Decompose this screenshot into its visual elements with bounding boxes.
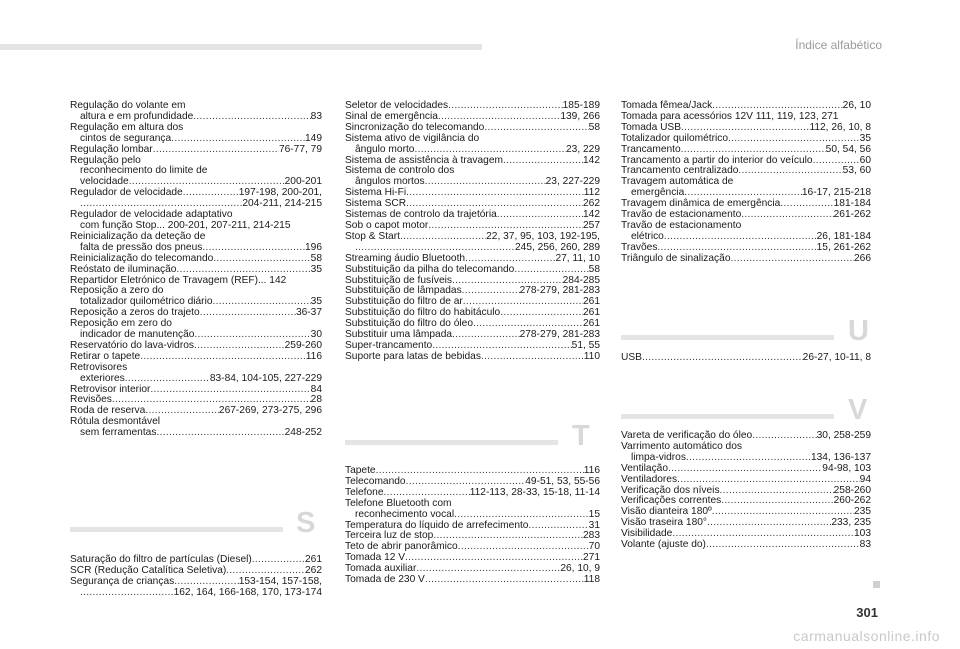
dot-leader	[503, 156, 583, 167]
entry-term: Visibilidade	[621, 528, 673, 540]
dot-leader	[416, 564, 560, 575]
entry-term: Tomada fêmea/Jack	[621, 100, 713, 111]
entry-pages: 257	[583, 219, 600, 231]
dot-leader	[484, 123, 588, 134]
section-rule	[70, 527, 283, 532]
watermark: carmanualsonline.info	[793, 628, 940, 644]
entry-term: Varrimento automático dos	[621, 440, 742, 452]
entry-term: Reservatório do lava-vidros	[70, 339, 195, 351]
entry-pages: 162, 164, 166-168, 170, 173-174	[173, 586, 322, 598]
index-list-s-cont	[345, 101, 600, 363]
index-column-3	[621, 101, 871, 265]
entry-term: Sistemas de controlo da trajetória	[345, 209, 497, 221]
entry-term: Super-trancamento	[345, 339, 433, 351]
entry-pages: 261	[583, 307, 600, 319]
header-rule	[0, 44, 482, 50]
section-letter: V	[848, 394, 868, 426]
entry-term: Travagem dinâmica de emergência	[621, 198, 781, 210]
entry-pages: 70	[588, 541, 600, 553]
index-entry	[345, 510, 600, 521]
entry-term: Saturação do filtro de partículas (Diesel)	[70, 554, 252, 565]
entry-term: Tomada USB	[621, 121, 682, 133]
entry-pages: 261	[583, 318, 600, 330]
entry-pages: 35	[310, 263, 322, 275]
entry-term: velocidade	[80, 176, 129, 188]
index-entry	[70, 374, 322, 385]
entry-term: falta de pressão dos pneus	[80, 241, 203, 253]
dot-leader	[202, 243, 305, 254]
entry-pages: 112	[583, 187, 600, 199]
dot-leader	[125, 374, 210, 385]
entry-term: Telecomando	[345, 475, 406, 487]
entry-pages: 51, 55	[571, 339, 600, 351]
index-list-v	[621, 431, 871, 551]
entry-pages: 84	[310, 383, 322, 395]
dot-leader	[425, 575, 584, 586]
section-header-u	[621, 313, 871, 355]
entry-term: Suporte para latas de bebidas	[345, 350, 481, 362]
entry-pages: 261	[305, 554, 322, 565]
section-header-v	[621, 392, 871, 434]
entry-term: Regulação em altura dos	[70, 121, 184, 133]
section-letter: T	[572, 420, 590, 452]
entry-pages: 30, 258-259	[816, 430, 871, 441]
dot-leader	[252, 555, 305, 566]
entry-term: com função Stop... 200-201, 207-211, 214-215	[80, 219, 291, 231]
entry-term: elétrico	[631, 230, 664, 242]
entry-pages: 259-260	[284, 339, 322, 351]
entry-term: Regulador de velocidade	[70, 187, 183, 199]
entry-term: Trancamento	[621, 143, 681, 155]
entry-term: Travões	[621, 241, 658, 253]
entry-term: Telefone	[345, 486, 384, 498]
dot-leader	[677, 475, 860, 486]
entry-pages: 53, 60	[842, 165, 871, 177]
dot-leader	[465, 254, 555, 265]
dot-leader	[156, 428, 284, 439]
entry-term: Repartidor Eletrónico de Travagem (REF)... 142	[70, 274, 287, 286]
dot-leader	[452, 330, 520, 341]
entry-term: Tomada de 230 V	[345, 574, 425, 586]
entry-pages: 261-262	[833, 209, 871, 221]
entry-pages: 181-184	[833, 198, 871, 210]
entry-pages: 35	[310, 296, 322, 308]
index-entry	[621, 145, 871, 156]
entry-term: Revisões	[70, 394, 112, 406]
entry-term: Substituição do filtro do habitáculo	[345, 307, 501, 319]
entry-pages: 258-260	[833, 484, 871, 496]
entry-pages: 235	[854, 506, 871, 518]
dot-leader	[406, 188, 584, 199]
dot-leader	[514, 265, 588, 276]
index-entry	[70, 588, 322, 599]
entry-pages: 16-17, 215-218	[801, 187, 871, 199]
entry-term: Regulação pelo	[70, 154, 141, 166]
entry-term: Sob o capot motor	[345, 219, 429, 231]
corner-marker	[873, 581, 880, 588]
entry-term: Trancamento a partir do interior do veículo	[621, 154, 813, 166]
entry-term: Verificações correntes	[621, 495, 722, 507]
entry-term: Triângulo de sinalização	[621, 252, 731, 264]
dot-leader	[706, 540, 860, 551]
dot-leader	[497, 210, 583, 221]
entry-pages: 149	[305, 132, 322, 144]
entry-pages: 196	[305, 241, 322, 253]
entry-pages: 36-37	[295, 307, 322, 319]
dot-leader	[707, 518, 831, 529]
dot-leader	[213, 254, 310, 265]
entry-pages: 283	[583, 530, 600, 542]
entry-term: Temperatura do líquido de arrefecimento	[345, 519, 529, 531]
index-entry	[70, 254, 322, 265]
entry-term: Totalizador quilométrico	[621, 132, 729, 144]
section-rule	[621, 335, 834, 340]
dot-leader	[728, 134, 860, 145]
entry-term: Retirar o tapete	[70, 350, 141, 362]
entry-pages: 27, 11, 10	[555, 252, 600, 264]
index-entry	[345, 352, 600, 363]
entry-term: Travagem automática de	[621, 176, 734, 188]
dot-leader	[528, 521, 588, 532]
entry-term: Reóstato de iluminação	[70, 263, 177, 275]
entry-pages: 134, 136-137	[810, 451, 871, 463]
entry-pages: 26-27, 10-11, 8	[802, 352, 871, 363]
entry-pages: 197-198, 200-201,	[238, 187, 322, 199]
entry-term: Trancamento centralizado	[621, 165, 739, 177]
entry-term: Substituição do filtro do óleo	[345, 318, 473, 330]
entry-term: Regulação do volante em	[70, 100, 186, 111]
entry-pages: 116	[583, 465, 600, 476]
entry-pages: 248-252	[284, 427, 322, 439]
dot-leader	[458, 542, 589, 553]
entry-pages: 118	[583, 574, 600, 586]
dot-leader	[462, 286, 520, 297]
entry-pages: 22, 37, 95, 103, 192-195,	[486, 230, 600, 242]
entry-term: cintos de segurança	[80, 132, 172, 144]
dot-leader	[752, 431, 816, 442]
entry-term: Substituição de lâmpadas	[345, 285, 462, 297]
index-list-u	[621, 353, 871, 364]
entry-pages: 284-285	[562, 274, 600, 286]
entry-term: Verificação dos níveis	[621, 484, 720, 496]
entry-pages: 267-269, 273-275, 296	[218, 405, 322, 417]
entry-term: indicador de manutenção	[80, 329, 195, 341]
entry-pages: 116	[305, 350, 322, 362]
index-entry	[345, 145, 600, 156]
entry-term: Tomada auxiliar	[345, 563, 417, 575]
section-rule	[621, 414, 834, 419]
index-list-r	[70, 101, 322, 439]
entry-term: sem ferramentas	[80, 427, 157, 439]
entry-term: Visão dianteira 180º	[621, 506, 712, 518]
entry-term: Sistema ativo de vigilância do	[345, 132, 480, 144]
index-entry	[621, 475, 871, 486]
section-letter: S	[296, 507, 316, 539]
entry-pages: 60	[859, 154, 871, 166]
dot-leader	[414, 145, 566, 156]
entry-term: Substituir uma lâmpada	[345, 329, 453, 341]
entry-term: Retrovisor interior	[70, 383, 151, 395]
entry-term: Vareta de verificação do óleo	[621, 430, 753, 441]
entry-pages: 83	[310, 110, 322, 122]
entry-term: Reposição a zeros do trajeto	[70, 307, 200, 319]
entry-term: Roda de reserva	[70, 405, 146, 417]
entry-term: Sistema de controlo dos	[345, 165, 455, 177]
index-entry	[70, 134, 322, 145]
entry-term: emergência	[631, 187, 685, 199]
entry-pages: 58	[588, 263, 600, 275]
index-list-t	[345, 466, 600, 586]
entry-pages: 278-279, 281-283	[519, 329, 600, 341]
entry-pages: 278-279, 281-283	[519, 285, 600, 297]
entry-term: SCR (Redução Catalítica Seletiva)	[70, 564, 227, 576]
dot-leader	[171, 134, 305, 145]
entry-term: exteriores	[80, 372, 125, 384]
entry-pages: 23, 229	[566, 143, 600, 155]
entry-pages: 233, 235	[831, 517, 871, 529]
dot-leader	[721, 496, 833, 507]
entry-term: Sincronização do telecomando	[345, 121, 485, 133]
index-column-1	[70, 101, 322, 439]
entry-term: Tomada 12 V	[345, 552, 406, 564]
page-title: Índice alfabético	[795, 38, 882, 52]
entry-term: Regulador de velocidade adaptativo	[70, 209, 233, 221]
entry-term: Travão de estacionamento	[621, 209, 742, 221]
dot-leader	[400, 232, 486, 243]
entry-pages: 112, 26, 10, 8	[809, 121, 871, 133]
entry-pages: 58	[310, 252, 322, 264]
index-entry	[345, 265, 600, 276]
entry-term: limpa-vidros	[631, 451, 686, 463]
entry-term: Ventilação	[621, 462, 669, 474]
entry-pages: 50, 54, 56	[825, 143, 871, 155]
index-entry	[621, 134, 871, 145]
entry-term: Sistema Hi-Fi	[345, 187, 407, 199]
entry-pages: 139, 266	[560, 110, 600, 122]
entry-pages: 26, 10, 9	[560, 563, 600, 575]
dot-leader	[194, 341, 285, 352]
entry-pages: 266	[854, 252, 871, 264]
index-entry	[345, 575, 600, 586]
entry-term: Substituição do filtro de ar	[345, 296, 463, 308]
entry-term: reconhecimento vocal	[355, 508, 455, 520]
entry-term: Travão de estacionamento	[621, 219, 742, 231]
dot-leader	[153, 145, 279, 156]
index-entry	[345, 499, 600, 510]
entry-pages: 83-84, 104-105, 227-229	[209, 372, 322, 384]
index-entry	[345, 254, 600, 265]
entry-term: Seletor de velocidades	[345, 100, 449, 111]
dot-leader	[780, 199, 833, 210]
entry-term: Reposição a zero do	[70, 285, 164, 297]
entry-pages: 262	[305, 564, 322, 576]
entry-pages: 94-98, 103	[822, 462, 871, 474]
entry-term: Retrovisores	[70, 361, 128, 373]
dot-leader	[80, 588, 174, 599]
index-column-2	[345, 101, 600, 363]
index-entry	[621, 464, 871, 475]
entry-pages: 185-189	[562, 100, 600, 111]
index-entry	[621, 254, 871, 265]
entry-term: Sinal de emergência	[345, 110, 438, 122]
entry-term: Reinicialização do telecomando	[70, 252, 214, 264]
entry-term: Teto de abrir panorâmico	[345, 541, 458, 553]
entry-term: Sistema de assistência à travagem	[345, 154, 503, 166]
entry-term: Segurança de crianças	[70, 575, 175, 587]
index-list-s	[70, 555, 322, 599]
entry-term: Tapete	[345, 465, 376, 476]
entry-pages: 30	[310, 329, 322, 341]
entry-pages: 76-77, 79	[278, 143, 322, 155]
entry-term: Reposição em zero do	[70, 318, 172, 330]
entry-pages: 103	[854, 528, 871, 540]
entry-term: Substituição de fusíveis	[345, 274, 453, 286]
entry-term: Sistema SCR	[345, 198, 407, 210]
index-entry	[70, 428, 322, 439]
dot-leader	[150, 385, 310, 396]
dot-leader	[668, 464, 822, 475]
entry-pages: 83	[859, 539, 871, 551]
entry-pages: 245, 256, 260, 289	[515, 241, 600, 253]
index-entry	[621, 540, 871, 551]
entry-term: Stop & Start	[345, 230, 400, 242]
entry-term: totalizador quilométrico diário	[80, 296, 213, 308]
entry-pages: 142	[583, 154, 600, 166]
entry-pages: 261	[583, 296, 600, 308]
dot-leader	[681, 145, 826, 156]
entry-term: Tomada para acessórios 12V 111, 119, 123, 271	[621, 110, 839, 122]
entry-pages: 15	[588, 508, 600, 520]
entry-term: altura e em profundidade	[80, 110, 194, 122]
section-letter: U	[848, 315, 869, 347]
entry-term: Volante (ajuste do)	[621, 539, 706, 551]
entry-pages: 153-154, 157-158,	[238, 575, 322, 587]
entry-pages: 31	[588, 519, 600, 531]
entry-term: Regulação lombar	[70, 143, 153, 155]
entry-pages: 142	[583, 209, 600, 221]
entry-pages: 28	[310, 394, 322, 406]
entry-pages: 204-211, 214-215	[242, 198, 322, 210]
dot-leader	[481, 352, 584, 363]
entry-pages: 26, 10	[842, 100, 871, 111]
entry-pages: 23, 227-229	[545, 176, 600, 188]
section-rule	[345, 440, 558, 445]
entry-term: ângulos mortos	[355, 176, 425, 188]
page-number: 301	[856, 605, 878, 620]
dot-leader	[454, 510, 589, 521]
entry-term: Rótula desmontável	[70, 416, 161, 428]
dot-leader	[720, 486, 834, 497]
dot-leader	[686, 453, 811, 464]
dot-leader	[731, 254, 855, 265]
dot-leader	[448, 101, 563, 112]
entry-term: Visão traseira 180°	[621, 517, 708, 529]
entry-pages: 200-201	[284, 176, 322, 188]
index-entry	[345, 134, 600, 145]
entry-pages: 260-262	[833, 495, 871, 507]
entry-pages: 94	[859, 473, 871, 485]
dot-leader	[193, 112, 310, 123]
entry-term: ângulo morto	[355, 143, 415, 155]
section-header-t	[345, 418, 600, 460]
entry-term: Ventiladores	[621, 473, 678, 485]
entry-pages: 112-113, 28-33, 15-18, 11-14	[469, 486, 600, 498]
entry-term: Reinicialização da deteção de	[70, 230, 206, 242]
entry-pages: 262	[583, 198, 600, 210]
dot-leader	[664, 232, 817, 243]
entry-term: Streaming áudio Bluetooth	[345, 252, 466, 264]
dot-leader	[741, 210, 833, 221]
section-header-s	[70, 505, 325, 547]
index-list-t-cont	[621, 101, 871, 265]
dot-leader	[140, 352, 306, 363]
dot-leader	[425, 177, 546, 188]
entry-pages: 58	[588, 121, 600, 133]
entry-term: reconhecimento do limite de	[80, 165, 208, 177]
entry-term: Substituição da pilha do telecomando	[345, 263, 515, 275]
dot-leader	[738, 166, 842, 177]
entry-pages: 110	[583, 350, 600, 362]
dot-leader	[642, 353, 803, 364]
entry-term: Terceira luz de stop	[345, 530, 434, 542]
entry-pages: 26, 181-184	[816, 230, 871, 242]
entry-term: USB	[621, 352, 642, 363]
dot-leader	[500, 308, 583, 319]
entry-pages: 49-51, 53, 55-56	[525, 475, 600, 487]
entry-pages: 271	[583, 552, 600, 564]
dot-leader	[405, 553, 583, 564]
entry-term: Telefone Bluetooth com	[345, 497, 452, 509]
index-entry	[621, 353, 871, 364]
entry-pages: 15, 261-262	[816, 241, 871, 253]
entry-pages: 35	[859, 132, 871, 144]
dot-leader	[200, 308, 296, 319]
dot-leader	[183, 188, 239, 199]
